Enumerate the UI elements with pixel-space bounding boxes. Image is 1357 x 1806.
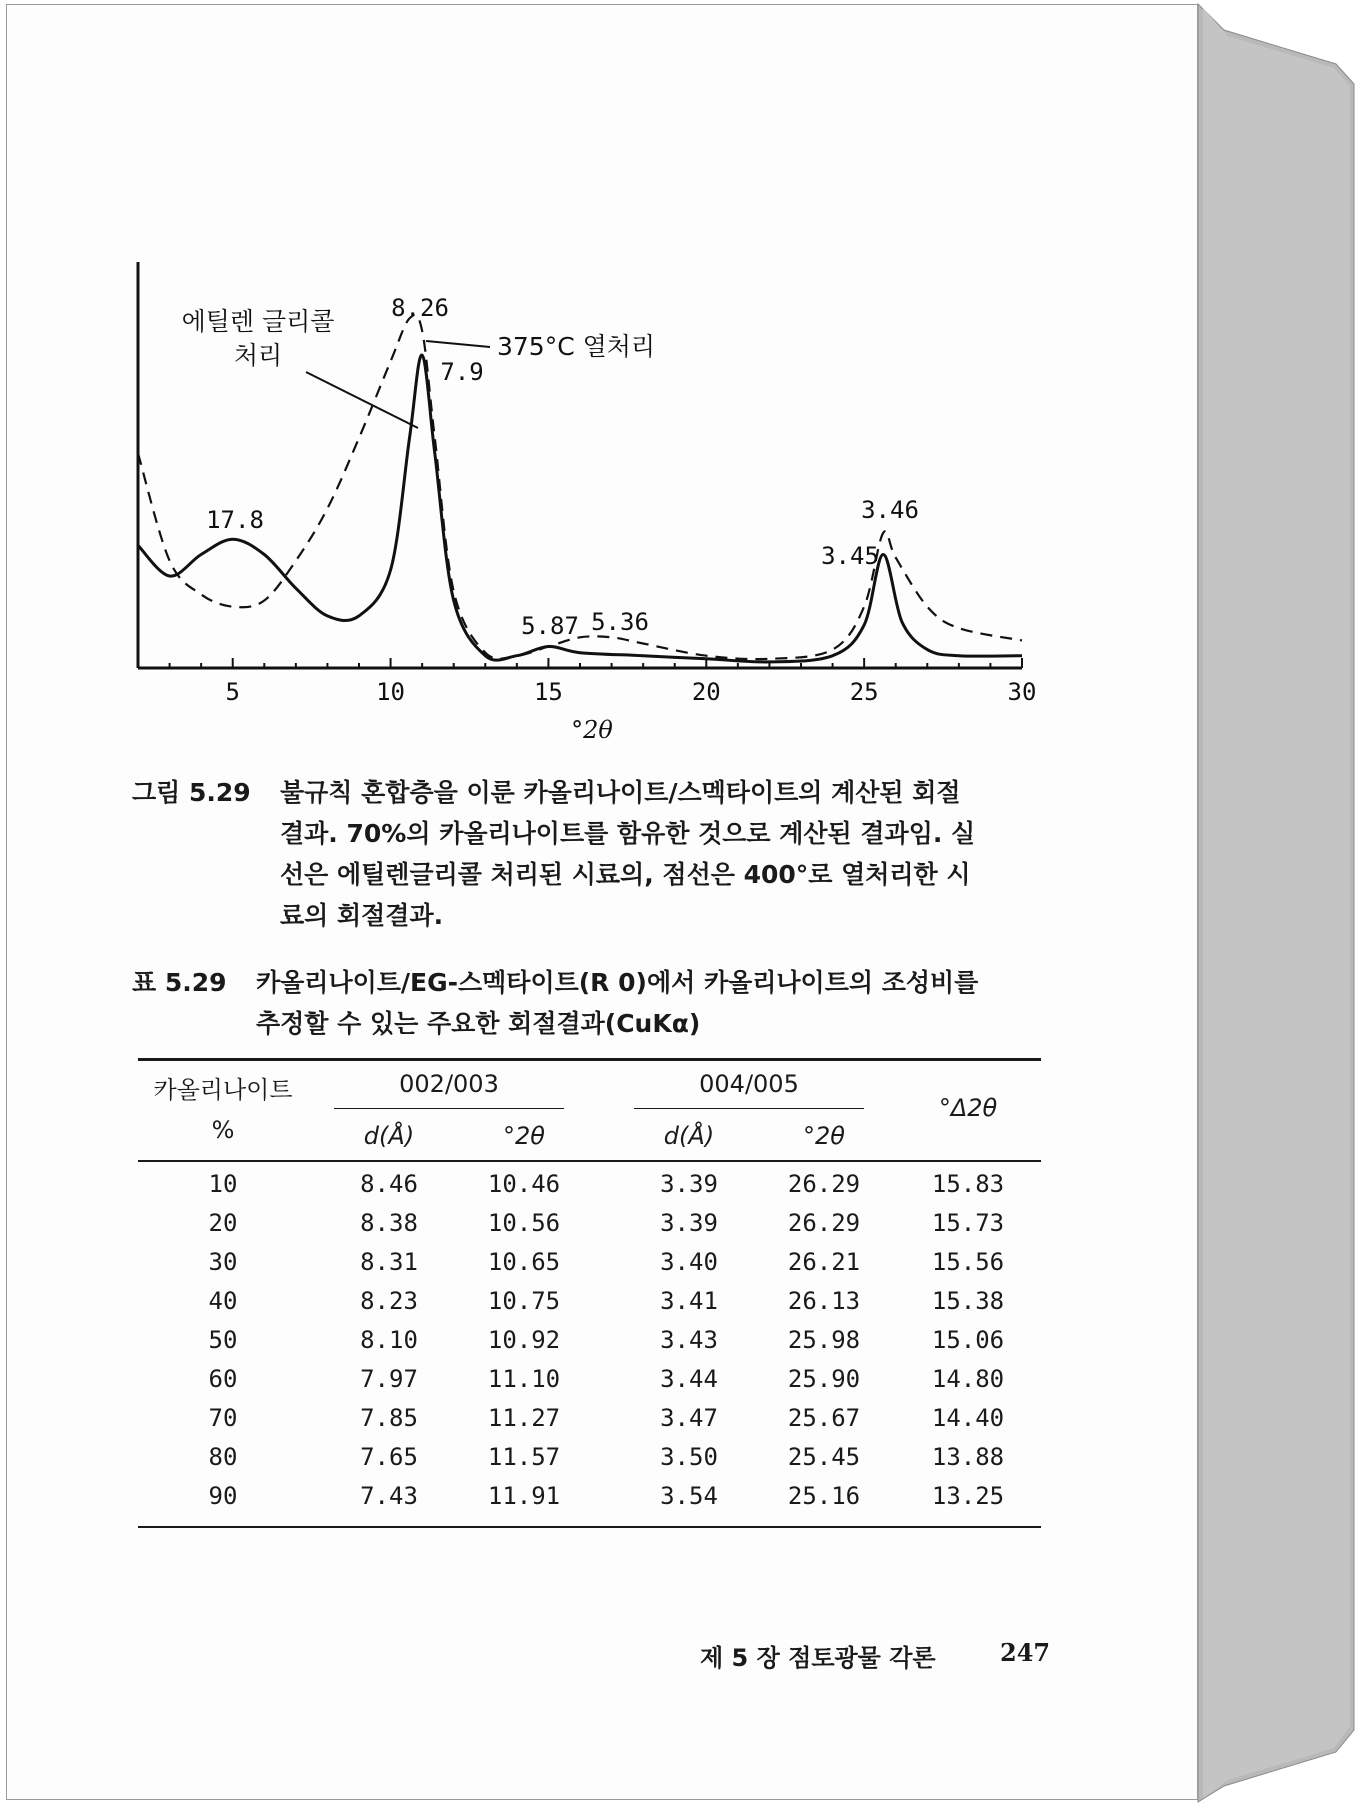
table-cell: 10.46: [487, 1170, 561, 1198]
table-cell: 3.40: [660, 1248, 718, 1276]
table-row: [138, 1365, 1041, 1403]
table-cell: 14.80: [931, 1365, 1005, 1393]
table-row: [138, 1326, 1041, 1364]
table-cell: 25.16: [787, 1482, 861, 1510]
col-header-kaolinite: 카올리나이트: [153, 1076, 293, 1104]
table-cell: 26.29: [787, 1209, 861, 1237]
table-caption-number: 표 5.29: [132, 968, 227, 997]
footer-chapter: 제 5 장 점토광물 각론: [700, 1644, 936, 1672]
table-cell: 25.90: [787, 1365, 861, 1393]
table-cell: 8.10: [360, 1326, 418, 1354]
peak-label: 17.8: [206, 506, 264, 534]
table-cell: 10.56: [487, 1209, 561, 1237]
xrd-chart: [0, 0, 1200, 760]
figure-caption-number: 그림 5.29: [132, 778, 251, 807]
table-cell: 15.06: [931, 1326, 1005, 1354]
table-cell: 60: [208, 1365, 238, 1393]
table-cell: 15.73: [931, 1209, 1005, 1237]
table-cell: 8.46: [360, 1170, 418, 1198]
peak-label: 5.36: [591, 608, 649, 636]
peak-label: 3.45: [821, 542, 879, 570]
table-cell: 3.41: [660, 1287, 718, 1315]
table-cell: 30: [208, 1248, 238, 1276]
table-cell: 15.38: [931, 1287, 1005, 1315]
page-number: 247: [1000, 1638, 1051, 1667]
col-group-002-003: 002/003: [399, 1070, 499, 1098]
col-header-2theta: °2θ: [803, 1122, 845, 1150]
table-cell: 80: [208, 1443, 238, 1471]
table-cell: 15.83: [931, 1170, 1005, 1198]
table-row: [138, 1404, 1041, 1442]
callout-line-ethylene-glycol: [306, 372, 418, 428]
peak-label: 7.9: [440, 358, 484, 386]
table-cell: 3.39: [660, 1170, 718, 1198]
x-tick-label: 20: [691, 678, 721, 706]
x-tick-label: 15: [533, 678, 563, 706]
table-cell: 11.91: [487, 1482, 561, 1510]
table-cell: 25.67: [787, 1404, 861, 1432]
figure-caption-line: 선은 에틸렌글리콜 처리된 시료의, 점선은 400°로 열처리한 시: [280, 860, 971, 889]
table-cell: 26.21: [787, 1248, 861, 1276]
peak-label: 에틸렌 글리콜: [181, 307, 335, 336]
table-cell: 10: [208, 1170, 238, 1198]
table-cell: 40: [208, 1287, 238, 1315]
figure-caption-line: 불규칙 혼합층을 이룬 카올리나이트/스멕타이트의 계산된 회절: [280, 778, 961, 807]
peak-label: 처리: [233, 341, 283, 370]
table-header-rule: [138, 1160, 1041, 1162]
col-header-2theta: °2θ: [503, 1122, 545, 1150]
x-tick-label: 10: [376, 678, 406, 706]
table-row: [138, 1209, 1041, 1247]
table-cell: 8.38: [360, 1209, 418, 1237]
table-cell: 11.27: [487, 1404, 561, 1432]
table-cell: 3.54: [660, 1482, 718, 1510]
table-cell: 11.10: [487, 1365, 561, 1393]
figure-caption-line: 료의 회절결과.: [280, 901, 444, 930]
table-cell: 25.98: [787, 1326, 861, 1354]
table-cell: 3.47: [660, 1404, 718, 1432]
table-row: [138, 1248, 1041, 1286]
table-cell: 13.25: [931, 1482, 1005, 1510]
table-cell: 8.31: [360, 1248, 418, 1276]
table-cell: 70: [208, 1404, 238, 1432]
table-cell: 14.40: [931, 1404, 1005, 1432]
peak-label: 3.46: [861, 496, 919, 524]
table-cell: 26.13: [787, 1287, 861, 1315]
x-axis-label: °2θ: [571, 716, 613, 744]
table-bottom-rule: [138, 1526, 1041, 1528]
page-footer: [700, 1638, 1051, 1673]
callout-line-heated: [426, 341, 490, 347]
table-cell: 15.56: [931, 1248, 1005, 1276]
table-caption-line: 카올리나이트/EG-스멕타이트(R 0)에서 카올리나이트의 조성비를: [256, 968, 979, 997]
table-cell: 25.45: [787, 1443, 861, 1471]
table-cell: 3.43: [660, 1326, 718, 1354]
peak-label: 8.26: [391, 294, 449, 322]
table-cell: 3.39: [660, 1209, 718, 1237]
table-cell: 90: [208, 1482, 238, 1510]
peak-label: 375°C 열처리: [497, 332, 656, 361]
table-cell: 8.23: [360, 1287, 418, 1315]
group-underline: [634, 1108, 864, 1109]
col-header-delta: °Δ2θ: [938, 1094, 998, 1122]
table-cell: 3.50: [660, 1443, 718, 1471]
table-cell: 26.29: [787, 1170, 861, 1198]
col-header-d: d(Å): [663, 1122, 715, 1150]
figure-caption-line: 결과. 70%의 카올리나이트를 함유한 것으로 계산된 결과임. 실: [280, 819, 976, 848]
table-cell: 7.43: [360, 1482, 418, 1510]
table-cell: 3.44: [660, 1365, 718, 1393]
table-cell: 20: [208, 1209, 238, 1237]
table-row: [138, 1482, 1041, 1520]
table-caption-line: 추정할 수 있는 주요한 회절결과(CuKα): [256, 1009, 701, 1038]
table-cell: 10.92: [487, 1326, 561, 1354]
col-header-d: d(Å): [363, 1122, 415, 1150]
table-row: [138, 1287, 1041, 1325]
peak-label: 5.87: [521, 612, 579, 640]
x-tick-label: 30: [1007, 678, 1037, 706]
x-tick-label: 25: [849, 678, 879, 706]
table-row: [138, 1443, 1041, 1481]
table-cell: 10.75: [487, 1287, 561, 1315]
table-cell: 10.65: [487, 1248, 561, 1276]
table-row: [138, 1170, 1041, 1208]
table-cell: 7.97: [360, 1365, 418, 1393]
table-cell: 13.88: [931, 1443, 1005, 1471]
col-group-004-005: 004/005: [699, 1070, 799, 1098]
col-header-percent: %: [211, 1116, 235, 1144]
table-top-rule: [138, 1058, 1041, 1061]
table-cell: 7.85: [360, 1404, 418, 1432]
table-cell: 11.57: [487, 1443, 561, 1471]
group-underline: [334, 1108, 564, 1109]
x-tick-label: 5: [225, 678, 240, 706]
table-cell: 50: [208, 1326, 238, 1354]
table-cell: 7.65: [360, 1443, 418, 1471]
